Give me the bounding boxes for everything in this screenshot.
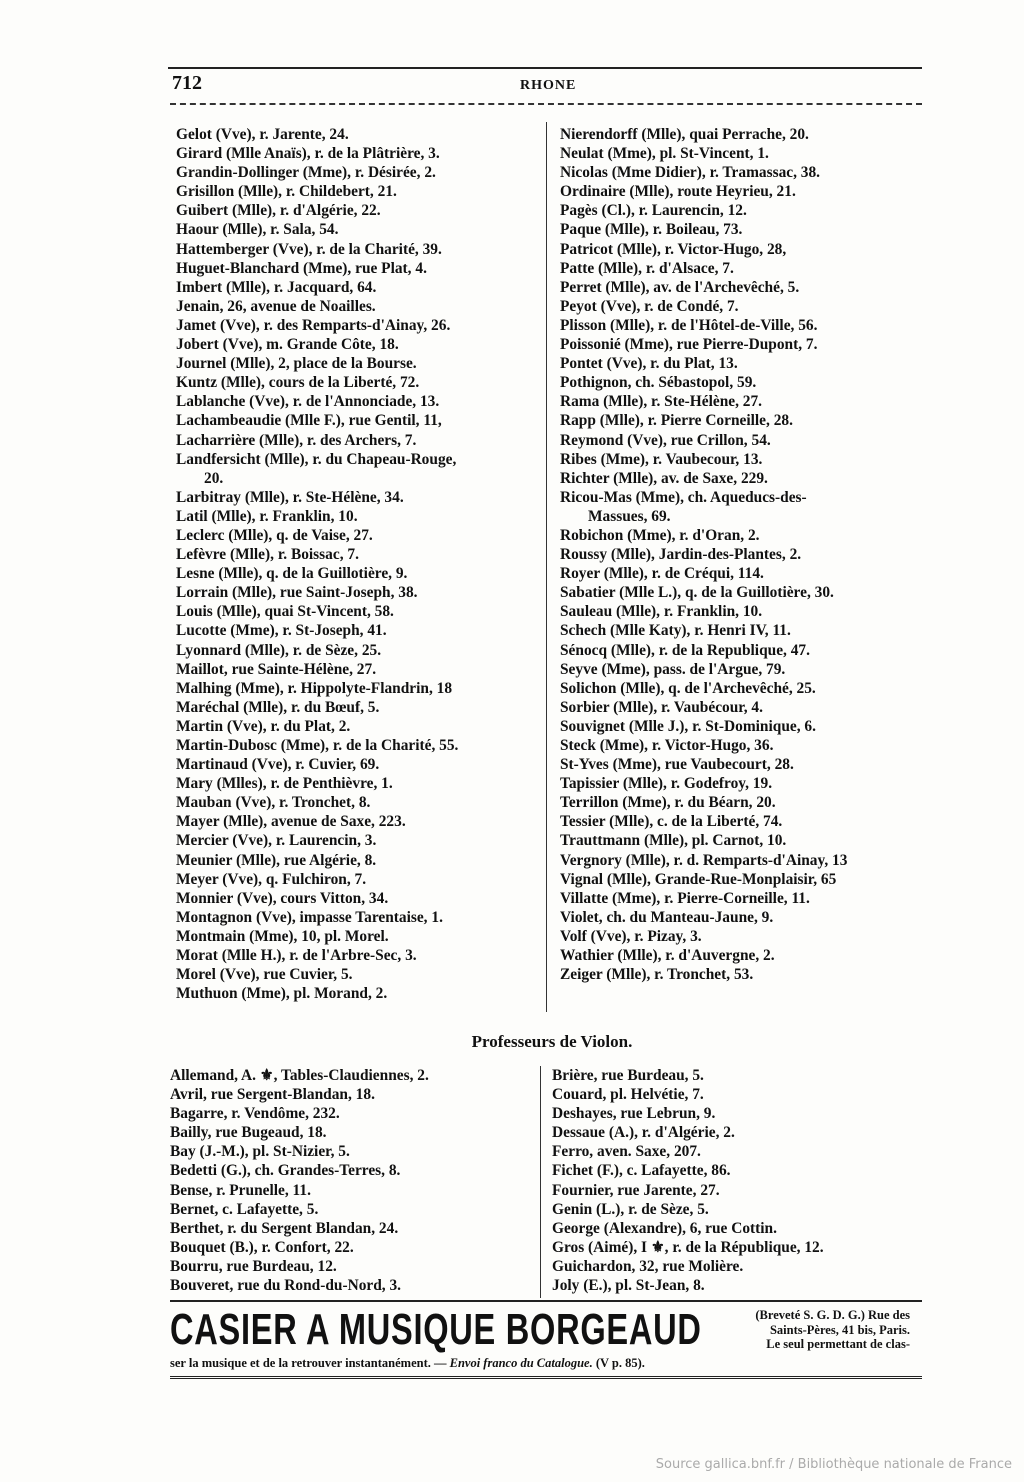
directory-entry: Mauban (Vve), r. Tronchet, 8. xyxy=(176,794,371,812)
directory-entry: Vignal (Mlle), Grande-Rue-Monplaisir, 65 xyxy=(560,870,837,888)
directory-entry: Lefèvre (Mlle), r. Boissac, 7. xyxy=(176,546,359,564)
directory-entry: Gelot (Vve), r. Jarente, 24. xyxy=(176,126,349,143)
directory-entry: Brière, rue Burdeau, 5. xyxy=(552,1067,704,1084)
directory-entry: Joly (E.), pl. St-Jean, 8. xyxy=(552,1277,705,1295)
advert-bottom-rule xyxy=(170,1376,922,1383)
directory-entry: Terrillon (Mme), r. du Béarn, 20. xyxy=(560,794,776,812)
directory-entry: Reymond (Vve), rue Crillon, 54. xyxy=(560,431,771,449)
directory-entry: Mercier (Vve), r. Laurencin, 3. xyxy=(176,832,377,850)
directory-entry: Peyot (Vve), r. de Condé, 7. xyxy=(560,297,739,315)
directory-entry: Bedetti (G.), ch. Grandes-Terres, 8. xyxy=(170,1162,401,1180)
directory-entry: Gros (Aimé), I ⚜, r. de la République, 12. xyxy=(552,1238,824,1256)
directory-entry: Bourru, rue Burdeau, 12. xyxy=(170,1257,337,1275)
column-divider-2 xyxy=(540,1066,541,1298)
directory-entry: George (Alexandre), 6, rue Cottin. xyxy=(552,1219,777,1237)
section-title-violin: Professeurs de Violon. xyxy=(471,1032,633,1051)
directory-entry: Lacharrière (Mlle), r. des Archers, 7. xyxy=(176,431,417,449)
directory-entry: Genin (L.), r. de Sèze, 5. xyxy=(552,1200,709,1218)
directory-entry: Bagarre, r. Vendôme, 232. xyxy=(170,1105,340,1123)
directory-entry: Robichon (Mme), r. d'Oran, 2. xyxy=(560,526,760,544)
directory-entry: Massues, 69. xyxy=(588,507,671,525)
directory-entry: Allemand, A. ⚜, Tables-Claudiennes, 2. xyxy=(170,1067,429,1084)
directory-entry: Guibert (Mlle), r. d'Algérie, 22. xyxy=(176,202,381,220)
advert-detail-line: Le seul permettant de clas- xyxy=(766,1337,910,1351)
directory-entry: Schech (Mlle Katy), r. Henri IV, 11. xyxy=(560,622,791,640)
directory-entry: Maréchal (Mlle), r. du Bœuf, 5. xyxy=(176,698,380,716)
directory-entry: Nierendorff (Mlle), quai Perrache, 20. xyxy=(560,126,809,143)
directory-entry: Souvignet (Mlle J.), r. St-Dominique, 6. xyxy=(560,717,816,735)
column-divider xyxy=(546,122,547,1012)
directory-entry: Grandin-Dollinger (Mme), r. Désirée, 2. xyxy=(176,164,436,182)
directory-entry: Poissonié (Mme), rue Pierre-Dupont, 7. xyxy=(560,336,818,354)
advert-top-rule xyxy=(170,1300,922,1302)
directory-entry: Pothignon, ch. Sébastopol, 59. xyxy=(560,374,757,392)
section2-left-column xyxy=(170,1066,429,1295)
directory-entry: Fichet (F.), c. Lafayette, 86. xyxy=(552,1162,731,1180)
directory-entry: 20. xyxy=(204,469,224,487)
section1-left-column xyxy=(176,125,458,1003)
directory-entry: Plisson (Mlle), r. de l'Hôtel-de-Ville, 56. xyxy=(560,316,818,334)
directory-entry: Pagès (Cl.), r. Laurencin, 12. xyxy=(560,202,747,220)
directory-entry: Malhing (Mme), r. Hippolyte-Flandrin, 18 xyxy=(176,679,453,697)
directory-entry: Leclerc (Mlle), q. de Vaise, 27. xyxy=(176,526,373,544)
directory-entry: Martinaud (Vve), r. Cuvier, 69. xyxy=(176,756,380,774)
advert-headline: CASIER A MUSIQUE BORGEAUD xyxy=(170,1305,702,1354)
directory-entry: Tessier (Mlle), c. de la Liberté, 74. xyxy=(560,813,783,831)
directory-entry: Ribes (Mme), r. Vaubecour, 13. xyxy=(560,450,763,468)
directory-entry: Jobert (Vve), m. Grande Côte, 18. xyxy=(176,336,399,354)
directory-entry: Monnier (Vve), cours Vitton, 34. xyxy=(176,889,389,907)
advert-details xyxy=(674,1308,910,1352)
directory-entry: Mayer (Mlle), avenue de Saxe, 223. xyxy=(176,813,406,831)
directory-entry: Latil (Mlle), r. Franklin, 10. xyxy=(176,507,358,525)
directory-entry: Violet, ch. du Manteau-Jaune, 9. xyxy=(560,908,774,926)
directory-entry: Montmain (Mme), 10, pl. Morel. xyxy=(176,927,389,945)
directory-entry: Ricou-Mas (Mme), ch. Aqueducs-des- xyxy=(560,488,807,506)
directory-entry: Zeiger (Mlle), r. Tronchet, 53. xyxy=(560,966,754,984)
top-rule xyxy=(168,67,922,69)
directory-entry: Neulat (Mme), pl. St-Vincent, 1. xyxy=(560,145,769,163)
directory-entry: Patricot (Mlle), r. Victor-Hugo, 28, xyxy=(560,240,787,258)
directory-entry: Vergnory (Mlle), r. d. Remparts-d'Ainay, 13 xyxy=(560,851,848,869)
directory-entry: Imbert (Mlle), r. Jacquard, 64. xyxy=(176,278,377,296)
directory-entry: Bouquet (B.), r. Confort, 22. xyxy=(170,1238,354,1256)
advert-detail-line: Saints-Pères, 41 bis, Paris. xyxy=(769,1322,910,1337)
directory-entry: Guichardon, 32, rue Molière. xyxy=(552,1257,744,1275)
directory-entry: Tapissier (Mlle), r. Godefroy, 19. xyxy=(560,775,773,793)
directory-entry: Louis (Mlle), quai St-Vincent, 58. xyxy=(176,603,394,621)
directory-entry: Jamet (Vve), r. des Remparts-d'Ainay, 26. xyxy=(176,316,451,334)
header-dashed-rule xyxy=(170,103,922,105)
directory-entry: Bernet, c. Lafayette, 5. xyxy=(170,1200,319,1218)
directory-entry: Larbitray (Mlle), r. Ste-Hélène, 34. xyxy=(176,488,404,506)
directory-entry: Sauleau (Mlle), r. Franklin, 10. xyxy=(560,603,763,621)
directory-entry: Lachambeaudie (Mlle F.), rue Gentil, 11, xyxy=(176,412,442,430)
directory-entry: Ordinaire (Mlle), route Heyrieu, 21. xyxy=(560,183,796,201)
directory-entry: Lesne (Mlle), q. de la Guillotière, 9. xyxy=(176,565,408,583)
directory-entry: Perret (Mlle), av. de l'Archevêché, 5. xyxy=(560,278,800,296)
directory-entry: Muthuon (Mme), pl. Morand, 2. xyxy=(176,985,388,1003)
directory-entry: Deshayes, rue Lebrun, 9. xyxy=(552,1105,716,1123)
directory-entry: Meunier (Mlle), rue Algérie, 8. xyxy=(176,851,377,869)
directory-entry: Lorrain (Mlle), rue Saint-Joseph, 38. xyxy=(176,584,418,602)
directory-entry: Nicolas (Mme Didier), r. Tramassac, 38. xyxy=(560,164,821,182)
directory-entry: Kuntz (Mlle), cours de la Liberté, 72. xyxy=(176,374,420,392)
directory-entry: Sorbier (Mlle), r. Vaubécour, 4. xyxy=(560,698,763,716)
page-title: RHONE xyxy=(520,78,577,93)
directory-entry: Lyonnard (Mlle), r. de Sèze, 25. xyxy=(176,641,382,659)
source-credit: Source gallica.bnf.fr / Bibliothèque nationale de France xyxy=(655,1457,1012,1472)
directory-entry: Morat (Mlle H.), r. de l'Arbre-Sec, 3. xyxy=(176,947,417,965)
directory-entry: Lucotte (Mme), r. St-Joseph, 41. xyxy=(176,622,387,640)
directory-entry: Paque (Mlle), r. Boileau, 73. xyxy=(560,221,743,239)
directory-entry: Wathier (Mlle), r. d'Auvergne, 2. xyxy=(560,947,775,965)
directory-entry: Patte (Mlle), r. d'Alsace, 7. xyxy=(560,259,734,277)
directory-entry: Landfersicht (Mlle), r. du Chapeau-Rouge, xyxy=(176,450,457,468)
directory-entry: Ferro, aven. Saxe, 207. xyxy=(552,1143,701,1161)
directory-entry: Sénocq (Mlle), r. de la Republique, 47. xyxy=(560,641,810,659)
directory-entry: Trauttmann (Mlle), pl. Carnot, 10. xyxy=(560,832,787,850)
directory-entry: Volf (Vve), r. Pizay, 3. xyxy=(560,927,702,945)
directory-entry: Villatte (Mme), r. Pierre-Corneille, 11. xyxy=(560,889,810,907)
directory-entry: Dessaue (A.), r. d'Algérie, 2. xyxy=(552,1124,735,1142)
directory-entry: Morel (Vve), rue Cuvier, 5. xyxy=(176,966,353,984)
directory-entry: Huguet-Blanchard (Mme), rue Plat, 4. xyxy=(176,259,427,277)
directory-entry: Royer (Mlle), r. de Créqui, 114. xyxy=(560,565,764,583)
directory-entry: Maillot, rue Sainte-Hélène, 27. xyxy=(176,660,377,678)
directory-entry: Bouveret, rue du Rond-du-Nord, 3. xyxy=(170,1277,402,1295)
directory-entry: Fournier, rue Jarente, 27. xyxy=(552,1181,720,1199)
directory-entry: Sabatier (Mlle L.), q. de la Guillotière, 30. xyxy=(560,584,834,602)
directory-entry: Roussy (Mlle), Jardin-des-Plantes, 2. xyxy=(560,546,802,564)
directory-entry: St-Yves (Mme), rue Vaubecourt, 28. xyxy=(560,756,794,774)
directory-entry: Haour (Mlle), r. Sala, 54. xyxy=(176,221,339,239)
directory-entry: Avril, rue Sergent-Blandan, 18. xyxy=(170,1086,375,1104)
directory-entry: Journel (Mlle), 2, place de la Bourse. xyxy=(176,355,417,373)
directory-entry: Mary (Mlles), r. de Penthièvre, 1. xyxy=(176,775,393,793)
directory-entry: Martin-Dubosc (Mme), r. de la Charité, 55. xyxy=(176,737,459,754)
directory-entry: Hattemberger (Vve), r. de la Charité, 39. xyxy=(176,240,442,258)
directory-entry: Berthet, r. du Sergent Blandan, 24. xyxy=(170,1219,399,1237)
section2-right-column xyxy=(552,1066,824,1295)
advert-detail-line: (Breveté S. G. D. G.) Rue des xyxy=(755,1308,910,1322)
directory-entry: Grisillon (Mlle), r. Childebert, 21. xyxy=(176,183,397,201)
advert-bottom-line xyxy=(170,1356,645,1371)
directory-entry: Rama (Mlle), r. Ste-Hélène, 27. xyxy=(560,393,763,411)
directory-entry: Montagnon (Vve), impasse Tarentaise, 1. xyxy=(176,908,443,926)
directory-entry: Bense, r. Prunelle, 11. xyxy=(170,1181,311,1199)
advert-page-ref: (V p. 85). xyxy=(595,1356,645,1370)
directory-entry: Jenain, 26, avenue de Noailles. xyxy=(176,297,376,315)
directory-entry: Couard, pl. Helvétie, 7. xyxy=(552,1086,704,1104)
page-number: 712 xyxy=(172,72,202,94)
section1-right-column xyxy=(560,125,847,984)
directory-entry: Solichon (Mlle), q. de l'Archevêché, 25. xyxy=(560,679,816,697)
advert-bottom-text: ser la musique et de la retrouver instantanément. — xyxy=(170,1356,447,1370)
directory-entry: Lablanche (Vve), r. de l'Annonciade, 13. xyxy=(176,393,440,411)
directory-entry: Pontet (Vve), r. du Plat, 13. xyxy=(560,355,738,373)
directory-entry: Seyve (Mme), pass. de l'Argue, 79. xyxy=(560,660,786,678)
directory-entry: Richter (Mlle), av. de Saxe, 229. xyxy=(560,469,768,487)
advert-catalogue-text: Envoi franco du Catalogue. xyxy=(449,1356,593,1370)
directory-entry: Bailly, rue Bugeaud, 18. xyxy=(170,1124,327,1142)
directory-entry: Martin (Vve), r. du Plat, 2. xyxy=(176,717,351,735)
directory-entry: Bay (J.-M.), pl. St-Nizier, 5. xyxy=(170,1143,350,1161)
directory-entry: Steck (Mme), r. Victor-Hugo, 36. xyxy=(560,737,774,754)
directory-entry: Rapp (Mlle), r. Pierre Corneille, 28. xyxy=(560,412,793,430)
directory-entry: Meyer (Vve), q. Fulchiron, 7. xyxy=(176,870,367,888)
directory-entry: Girard (Mlle Anaïs), r. de la Plâtrière, 3. xyxy=(176,145,440,163)
